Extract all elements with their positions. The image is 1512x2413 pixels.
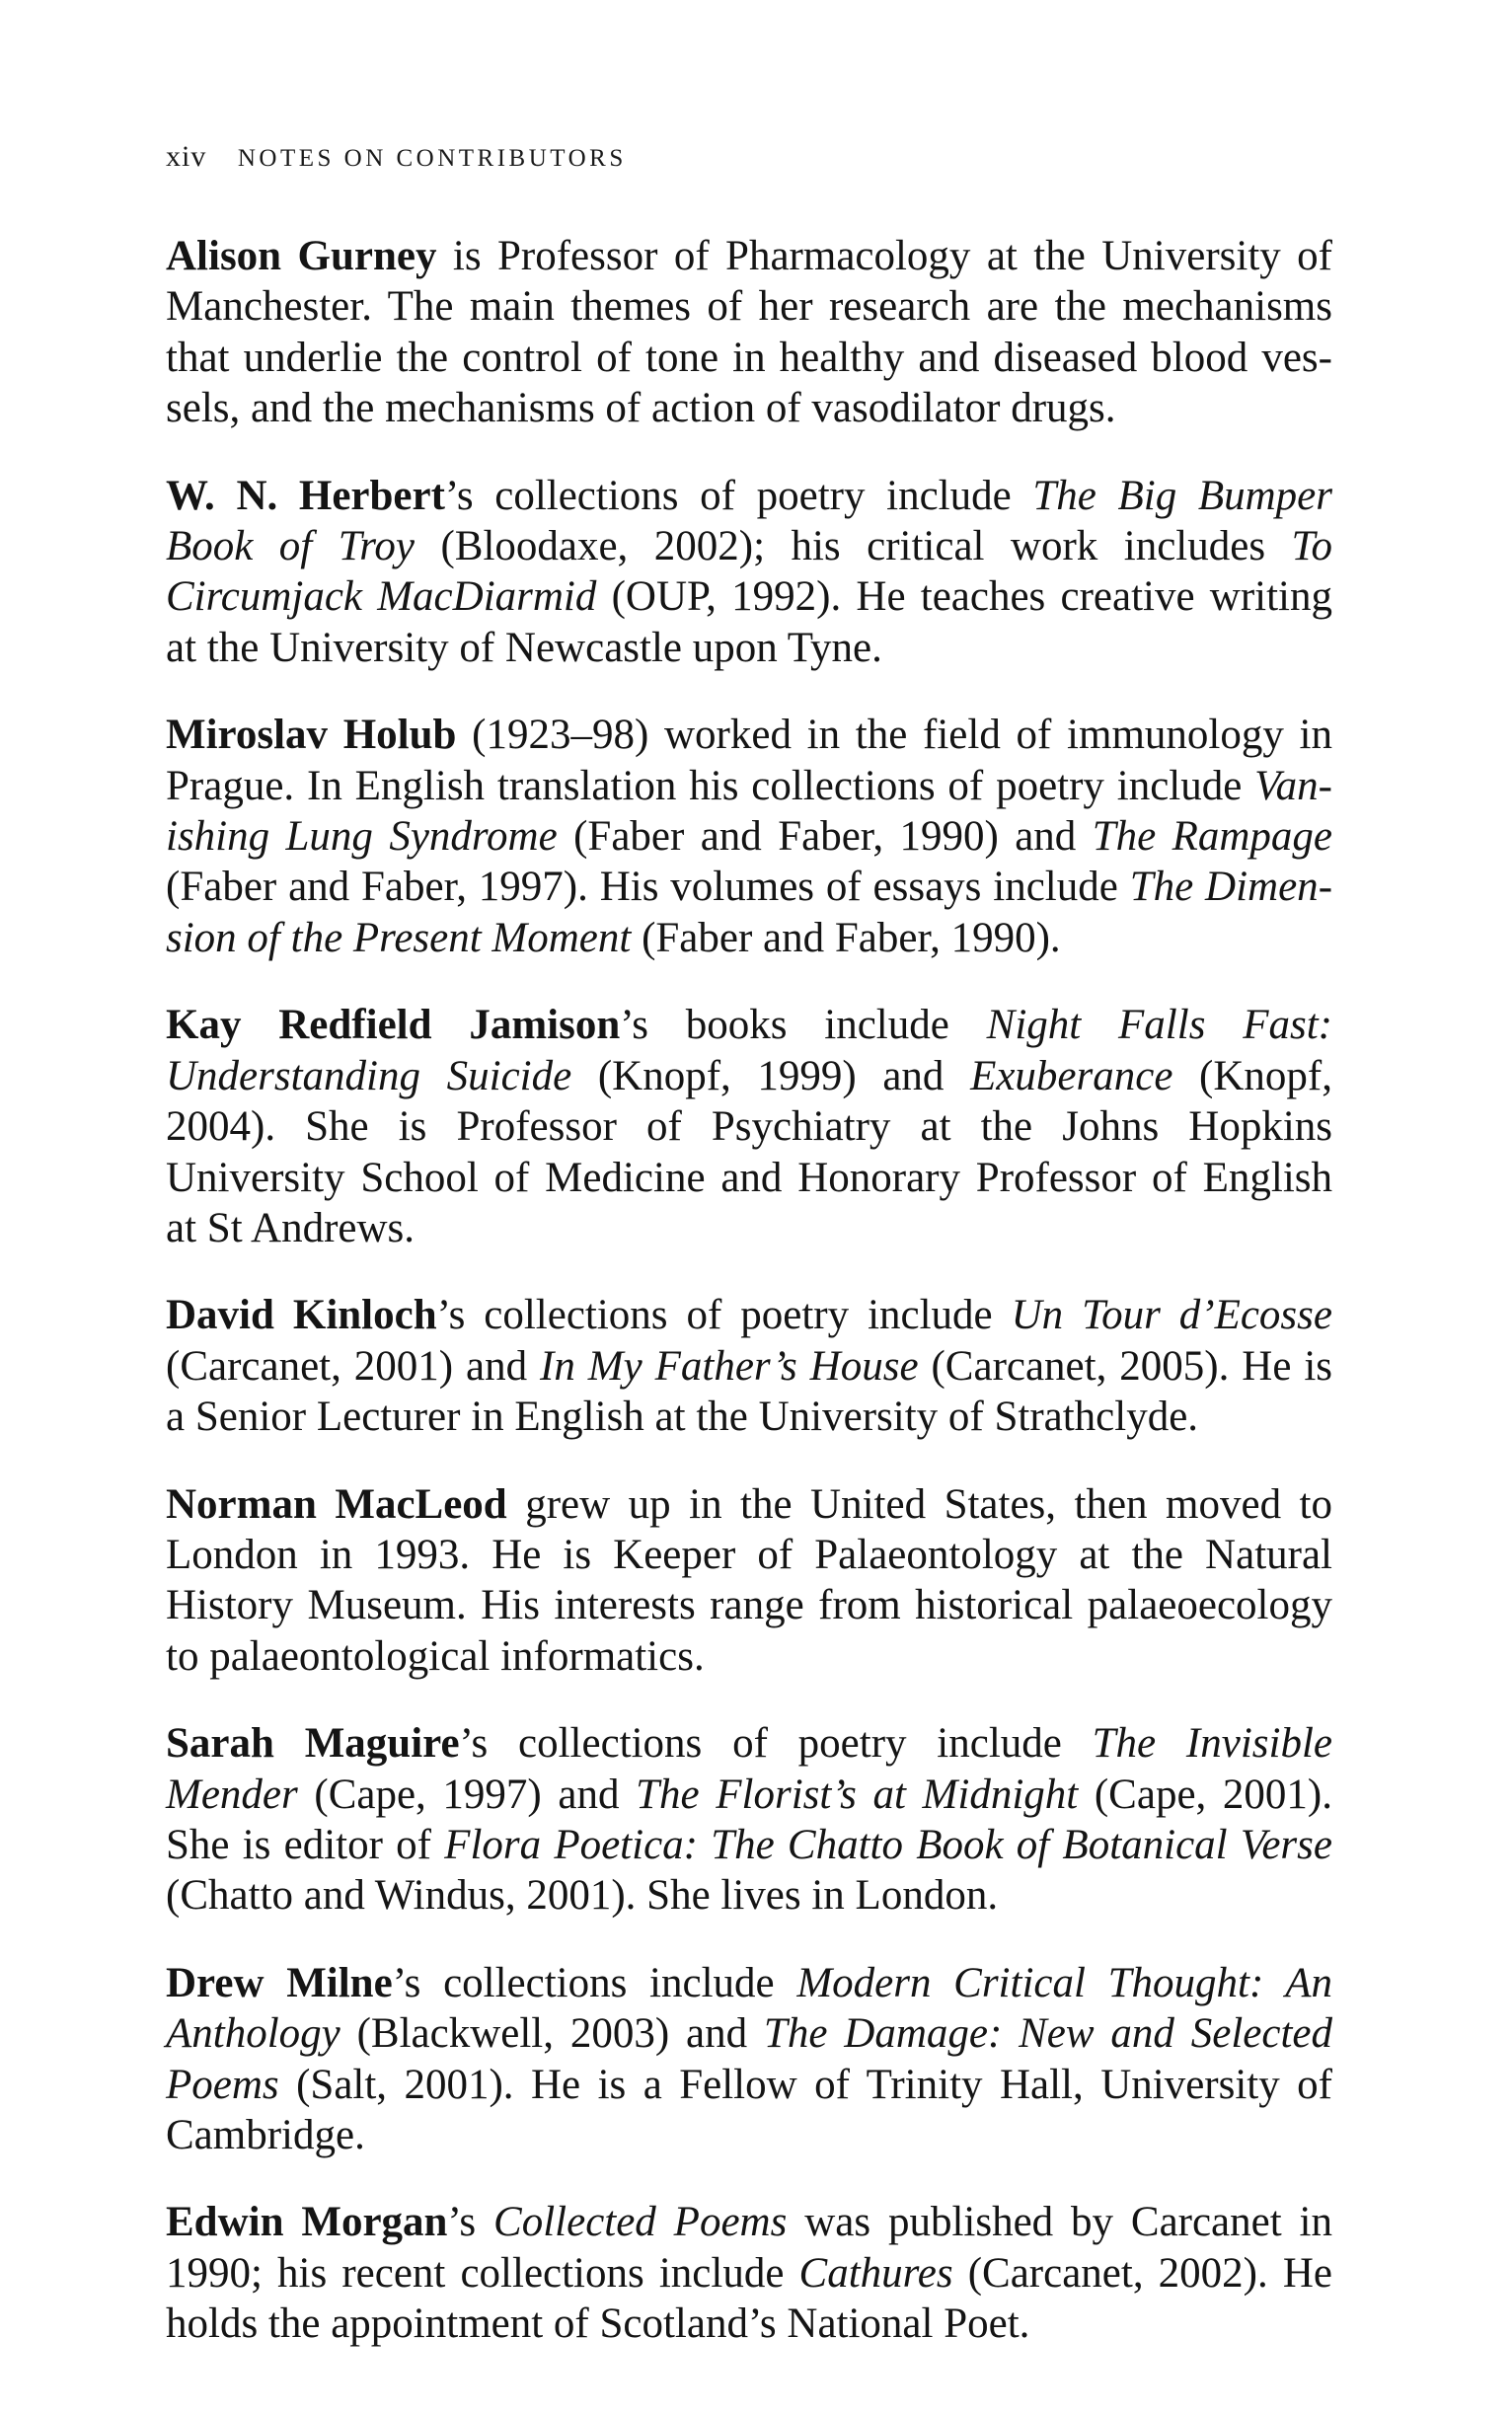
contributor-entry [166, 1479, 1332, 1683]
contributor-name: Sarah Maguire [166, 1720, 460, 1768]
work-title: Collected Poems [493, 2199, 788, 2246]
work-title: Vanishing Lung Syndrome [166, 762, 1332, 861]
entry-text: (Blackwell, 2003) and [340, 2010, 764, 2058]
work-title: Exuberance [970, 1052, 1173, 1099]
work-title: To Circumjack MacDiarmid [166, 523, 1332, 621]
entry-text: (Carcanet, 2001) and [166, 1342, 541, 1390]
contributor-entry [166, 1718, 1332, 1922]
contributor-entry [166, 2197, 1332, 2349]
section-title: NOTES ON CONTRIBUTORS [237, 145, 627, 172]
work-title: Un Tour d’Ecosse [1011, 1292, 1332, 1339]
entry-text: (Cape, 2001). She is editor of [166, 1771, 1332, 1868]
contributor-entry [166, 1000, 1332, 1253]
work-title: Night Falls Fast: Understanding Suicide [166, 1002, 1333, 1099]
contributor-list [166, 231, 1332, 2386]
entry-text: (Knopf, 2004). She is Professor of Psychiatry at the Johns Hopkins University School of Medicine and Honorary Professor of English at St Andrews. [166, 1052, 1332, 1251]
entry-text: (Bloodaxe, 2002); his critical work includes [414, 523, 1292, 570]
work-title: The Rampage [1092, 813, 1333, 861]
work-title: Cathures [798, 2249, 953, 2297]
contributor-entry [166, 710, 1332, 963]
contributor-entry [166, 1290, 1332, 1442]
work-title: Flora Poetica: The Chatto Book of Botanical Verse [444, 1821, 1332, 1868]
page-number: xiv [166, 140, 207, 173]
entry-text: ’s [447, 2199, 494, 2246]
entry-text: (1923–98) worked in the field of immunology in Prague. In English translation his collections of poetry include [166, 712, 1332, 809]
work-title: The Big Bumper Book of Troy [166, 472, 1332, 570]
entry-text: ’s collections of poetry include [436, 1292, 1012, 1339]
entry-text: (Faber and Faber, 1990). [631, 914, 1061, 961]
entry-text: (Faber and Faber, 1990) and [557, 813, 1093, 861]
entry-text: (Carcanet, 2005). He is a Senior Lecturer in English at the University of Strathclyde. [166, 1342, 1333, 1441]
running-head [166, 140, 627, 174]
contributor-name: Kay Redfield Jamison [166, 1002, 621, 1049]
entry-text: grew up in the United States, then moved to London in 1993. He is Keeper of Palaeontology at the Natural History Museum. His interests range from historical palaeoecology to palaeontological informatics. [166, 1480, 1332, 1680]
work-title: The Dimension of the Present Moment [166, 864, 1333, 961]
work-title: The Damage: New and Selected Poems [166, 2010, 1332, 2108]
entry-text: ’s collections include [392, 1959, 797, 2006]
entry-text: ’s collections of poetry include [444, 472, 1033, 519]
entry-text: is Professor of Pharmacology at the University of Manchester. The main themes of her research are the mechanisms that underlie the control of tone in healthy and diseased blood vessels, and the mechanisms of action of vasodilator drugs. [166, 233, 1332, 432]
entry-text: (Faber and Faber, 1997). His volumes of essays include [166, 864, 1130, 911]
entry-text: (Cape, 1997) and [297, 1771, 637, 1818]
entry-text: (Salt, 2001). He is a Fellow of Trinity Hall, University of Cambridge. [166, 2061, 1332, 2158]
contributor-name: David Kinloch [166, 1292, 437, 1339]
entry-text: (OUP, 1992). He teaches creative writing at the University of Newcastle upon Tyne. [166, 573, 1332, 671]
contributor-name: Norman MacLeod [166, 1480, 507, 1528]
contributor-name: Edwin Morgan [166, 2199, 448, 2246]
contributor-name: Alison Gurney [166, 233, 437, 279]
contributor-name: W. N. Herbert [166, 472, 445, 519]
work-title: The Invisible Mender [166, 1720, 1332, 1818]
contributor-name: Drew Milne [166, 1959, 393, 2006]
contributor-entry [166, 471, 1332, 674]
work-title: In My Father’s House [540, 1342, 919, 1390]
work-title: Modern Critical Thought: An Anthology [166, 1959, 1332, 2058]
entry-text: was published by Carcanet in 1990; his recent collections include [166, 2199, 1332, 2297]
contributor-name: Miroslav Holub [166, 712, 457, 759]
entry-text: ’s collections of poetry include [459, 1720, 1093, 1768]
entry-text: (Carcanet, 2002). He holds the appointment of Scotland’s National Poet. [166, 2249, 1332, 2348]
entry-text: ’s books include [620, 1002, 987, 1049]
entry-text: (Chatto and Windus, 2001). She lives in London. [166, 1872, 999, 1920]
entry-text: (Knopf, 1999) and [571, 1052, 971, 1099]
contributor-entry [166, 1958, 1332, 2161]
contributor-entry [166, 231, 1332, 434]
work-title: The Florist’s at Midnight [636, 1771, 1079, 1818]
